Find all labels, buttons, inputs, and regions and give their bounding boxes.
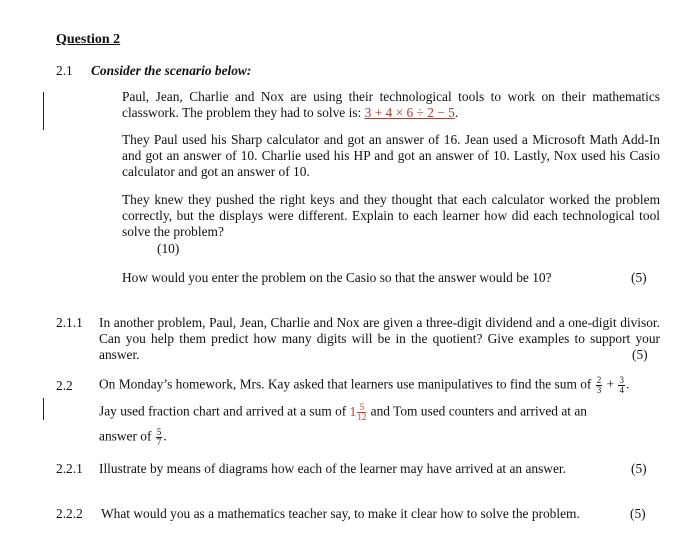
paragraph-calculators: They Paul used his Sharp calculator and got an answer of 16. Jean used a Microsoft Math Add-In and got an answer of 10. Charlie used his HP and got an answer of 10. Lastly, Nox used his Casio calculator and got an answer of 10. (122, 132, 660, 179)
line-homework: On Monday’s homework, Mrs. Kay asked that learners use manipulatives to find the sum of $\frac{2}{3}$ + $\frac{3}{4}$ . (99, 375, 630, 395)
question-casio: How would you enter the problem on the Casio so that the answer would be 10? (122, 270, 552, 285)
margin-bar (43, 92, 44, 130)
marks-10: (10) (157, 241, 180, 256)
marks-casio: (5) (631, 270, 647, 285)
section-number-2-2-2: 2.2.2 (56, 506, 83, 521)
paragraph-scenario: Paul, Jean, Charlie and Nox are using their technological tools to work on their mathematics classwork. The problem they had to solve is: 3 + 4 × 6 ÷ 2 − 5. (122, 89, 660, 120)
fraction-two-thirds: $\frac{2}{3}$ (596, 375, 602, 395)
mixed-number: 1 $\frac{5}{12}$ (349, 402, 367, 422)
expression: 3 + 4 × 6 ÷ 2 − 5 (364, 105, 455, 120)
paragraph-dividend: In another problem, Paul, Jean, Charlie and Nox are given a three-digit dividend and a one-digit divisor. Can you help them predict how many digits will be in the quotient? Give examples to support your answer. (99, 315, 660, 362)
line-jay: Jay used fraction chart and arrived at a sum of 1 $\frac{5}{12}$ and Tom used counters and arrived at an (99, 402, 588, 422)
line-tom: answer of $\frac{5}{7}$ . (99, 427, 167, 447)
section-number-2-2: 2.2 (56, 378, 73, 393)
marks-teacher: (5) (630, 506, 646, 521)
question-teacher: What would you as a mathematics teacher say, to make it clear how to solve the problem. (101, 506, 580, 521)
section-number-2-1-1: 2.1.1 (56, 315, 83, 330)
marks-dividend: (5) (632, 347, 648, 362)
section-title-2-1: Consider the scenario below: (91, 63, 252, 78)
question-heading: Question 2 (56, 32, 121, 47)
question-illustrate: Illustrate by means of diagrams how each of the learner may have arrived at an answer. (99, 461, 566, 476)
section-number-2-1: 2.1 (56, 63, 73, 78)
fraction-five-sevenths: $\frac{5}{7}$ (156, 427, 162, 447)
fraction-three-quarters: $\frac{3}{4}$ (619, 375, 624, 395)
paragraph-explain: They knew they pushed the right keys and they thought that each calculator worked the problem correctly, but the displays were different. Explain to each learner how did each technological tool solve the problem? (122, 192, 660, 239)
margin-bar-2 (43, 398, 44, 420)
marks-illustrate: (5) (631, 461, 647, 476)
section-number-2-2-1: 2.2.1 (56, 461, 83, 476)
